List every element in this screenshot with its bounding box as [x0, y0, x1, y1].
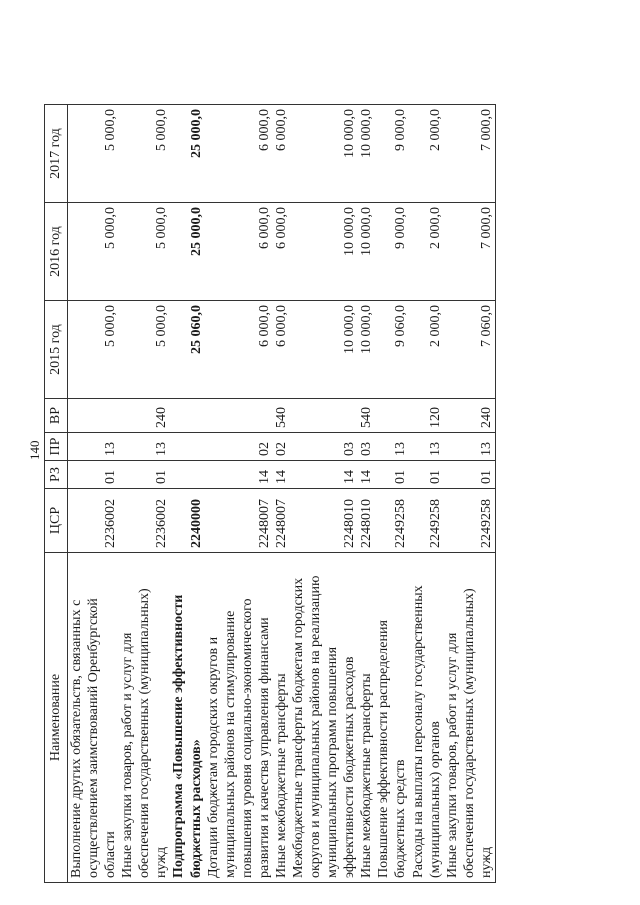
header-2017: 2017 год — [45, 105, 68, 203]
table-row — [410, 105, 444, 883]
row-csr: 2249258 — [410, 489, 444, 553]
table-row — [119, 105, 170, 883]
header-csr: ЦСР — [45, 489, 68, 553]
header-2015: 2015 год — [45, 301, 68, 399]
row-name: Подпрограмма «Повышение эффективности бюджетных расходов» — [170, 553, 204, 883]
row-2016: 7 000,0 — [444, 203, 496, 301]
row-2016: 6 000,0 — [273, 203, 290, 301]
row-2016: 10 000,0 — [358, 203, 375, 301]
header-vr: ВР — [45, 399, 68, 433]
row-2017: 2 000,0 — [410, 105, 444, 203]
header-name: Наименование — [45, 553, 68, 883]
table-header-row — [45, 105, 68, 883]
page-number: 140 — [27, 440, 42, 460]
row-csr: 2248010 — [290, 489, 358, 553]
row-rz: 01 — [68, 461, 120, 489]
row-rz: 14 — [358, 461, 375, 489]
row-2015: 25 060,0 — [170, 301, 204, 399]
table-row — [358, 105, 375, 883]
row-2017: 25 000,0 — [170, 105, 204, 203]
row-csr: 2236002 — [68, 489, 120, 553]
row-pr: 03 — [290, 433, 358, 461]
row-vr: 540 — [273, 399, 290, 433]
row-pr — [170, 433, 204, 461]
row-vr — [375, 399, 409, 433]
row-2017: 10 000,0 — [290, 105, 358, 203]
row-pr: 13 — [410, 433, 444, 461]
row-rz: 14 — [273, 461, 290, 489]
row-2015: 5 000,0 — [68, 301, 120, 399]
row-rz: 14 — [290, 461, 358, 489]
row-vr: 540 — [358, 399, 375, 433]
row-vr — [68, 399, 120, 433]
row-2016: 10 000,0 — [290, 203, 358, 301]
row-2016: 6 000,0 — [205, 203, 273, 301]
budget-table — [44, 104, 496, 883]
row-csr: 2249258 — [444, 489, 496, 553]
row-csr: 2248007 — [273, 489, 290, 553]
row-vr — [205, 399, 273, 433]
row-2015: 6 000,0 — [273, 301, 290, 399]
row-vr: 120 — [410, 399, 444, 433]
row-2017: 10 000,0 — [358, 105, 375, 203]
row-rz: 01 — [444, 461, 496, 489]
row-pr: 02 — [205, 433, 273, 461]
row-rz: 01 — [119, 461, 170, 489]
row-2015: 2 000,0 — [410, 301, 444, 399]
row-rz: 14 — [205, 461, 273, 489]
header-2016: 2016 год — [45, 203, 68, 301]
table-row — [205, 105, 273, 883]
row-pr: 13 — [119, 433, 170, 461]
row-pr: 13 — [375, 433, 409, 461]
row-csr: 2236002 — [119, 489, 170, 553]
row-csr: 2249258 — [375, 489, 409, 553]
row-2015: 6 000,0 — [205, 301, 273, 399]
row-rz: 01 — [410, 461, 444, 489]
row-csr: 2248007 — [205, 489, 273, 553]
row-2016: 25 000,0 — [170, 203, 204, 301]
row-2015: 7 060,0 — [444, 301, 496, 399]
row-vr — [290, 399, 358, 433]
row-name: Иные межбюджетные трансферты — [273, 553, 290, 883]
row-2017: 6 000,0 — [273, 105, 290, 203]
row-2015: 10 000,0 — [358, 301, 375, 399]
row-2016: 5 000,0 — [119, 203, 170, 301]
row-2015: 5 000,0 — [119, 301, 170, 399]
row-rz: 01 — [375, 461, 409, 489]
row-2015: 9 060,0 — [375, 301, 409, 399]
row-2017: 7 000,0 — [444, 105, 496, 203]
row-csr: 2240000 — [170, 489, 204, 553]
row-2017: 6 000,0 — [205, 105, 273, 203]
row-name: Иные закупки товаров, работ и услуг для обеспечения государственных (муниципальных) нужд — [119, 553, 170, 883]
header-pr: ПР — [45, 433, 68, 461]
row-name: Расходы на выплаты персоналу государственных (муниципальных) органов — [410, 553, 444, 883]
row-name: Выполнение других обязательств, связанных с осуществлением заимствований Оренбургской области — [68, 553, 120, 883]
row-vr: 240 — [444, 399, 496, 433]
table-row — [375, 105, 409, 883]
row-name: Иные межбюджетные трансферты — [358, 553, 375, 883]
row-rz — [170, 461, 204, 489]
table-row — [273, 105, 290, 883]
row-2016: 9 000,0 — [375, 203, 409, 301]
row-vr: 240 — [119, 399, 170, 433]
row-pr: 02 — [273, 433, 290, 461]
row-pr: 13 — [68, 433, 120, 461]
table-row — [290, 105, 358, 883]
row-vr — [170, 399, 204, 433]
row-2016: 5 000,0 — [68, 203, 120, 301]
row-2015: 10 000,0 — [290, 301, 358, 399]
table-row-subprogram — [170, 105, 204, 883]
row-name: Межбюджетные трансферты бюджетам городских округов и муниципальных районов на реализацию муниципальных программ повышения эффективности бюджетных расходов — [290, 553, 358, 883]
row-2016: 2 000,0 — [410, 203, 444, 301]
table-row — [444, 105, 496, 883]
table-row — [68, 105, 120, 883]
row-2017: 5 000,0 — [68, 105, 120, 203]
header-rz: РЗ — [45, 461, 68, 489]
row-2017: 5 000,0 — [119, 105, 170, 203]
row-pr: 03 — [358, 433, 375, 461]
row-2017: 9 000,0 — [375, 105, 409, 203]
row-name: Повышение эффективности распределения бюджетных средств — [375, 553, 409, 883]
row-csr: 2248010 — [358, 489, 375, 553]
row-name: Дотации бюджетам городских округов и муниципальных районов на стимулирование повышения уровня социально-экономического развития и качества управления финансами — [205, 553, 273, 883]
row-name: Иные закупки товаров, работ и услуг для обеспечения государственных (муниципальных) нужд — [444, 553, 496, 883]
row-pr: 13 — [444, 433, 496, 461]
